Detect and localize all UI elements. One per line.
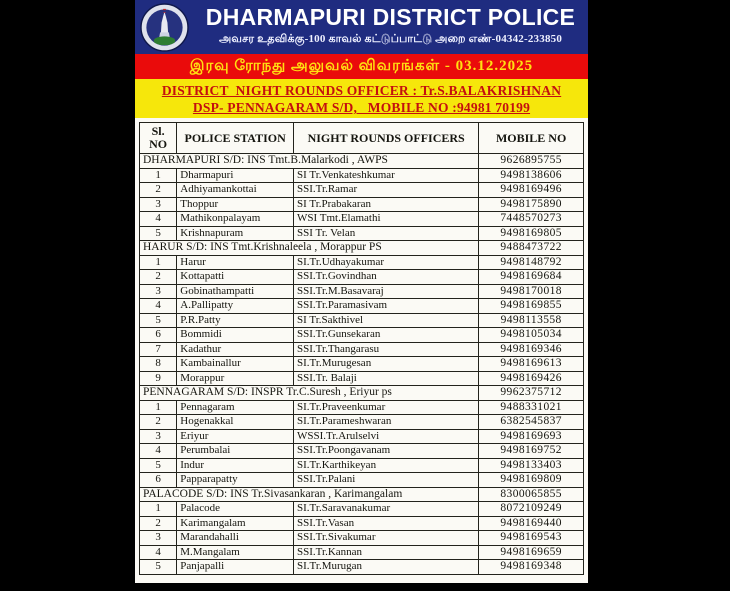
subdivision-mobile-cell: 9962375712 — [479, 386, 584, 401]
mobile-no-cell: 9498169693 — [479, 429, 584, 444]
police-station-cell: Morappur — [177, 371, 294, 386]
station-row — [140, 357, 584, 372]
mobile-no-cell: 9498105034 — [479, 328, 584, 343]
mobile-no-cell: 8072109249 — [479, 502, 584, 517]
serial-no-cell: 6 — [140, 473, 177, 488]
col-header-mobile: MOBILE NO — [479, 123, 584, 154]
night-rounds-officer-cell: SSI.Tr.Palani — [294, 473, 479, 488]
serial-no-cell: 4 — [140, 545, 177, 560]
subdivision-header-row — [140, 386, 584, 401]
subdivision-mobile-cell: 9626895755 — [479, 154, 584, 169]
police-station-cell: Mathikonpalayam — [177, 212, 294, 227]
mobile-no-cell: 9498169496 — [479, 183, 584, 198]
subdivision-mobile-cell: 8300065855 — [479, 487, 584, 502]
station-row — [140, 328, 584, 343]
night-rounds-officer-cell: SSI.Tr.Kannan — [294, 545, 479, 560]
serial-no-cell: 2 — [140, 415, 177, 430]
police-station-cell: Indur — [177, 458, 294, 473]
station-row — [140, 255, 584, 270]
subdivision-header-row — [140, 154, 584, 169]
serial-no-cell: 8 — [140, 357, 177, 372]
district-officer-band — [135, 79, 588, 118]
night-rounds-officer-cell: SI Tr.Venkateshkumar — [294, 168, 479, 183]
night-rounds-officer-cell: SSI.Tr.Paramasivam — [294, 299, 479, 314]
police-station-cell: M.Mangalam — [177, 545, 294, 560]
night-rounds-officer-cell: SSI Tr. Velan — [294, 226, 479, 241]
night-rounds-roster-table — [139, 122, 584, 575]
police-station-cell: Hogenakkal — [177, 415, 294, 430]
night-rounds-officer-cell: SSI.Tr. Balaji — [294, 371, 479, 386]
serial-no-cell: 2 — [140, 516, 177, 531]
mobile-no-cell: 9498169348 — [479, 560, 584, 575]
serial-no-cell: 4 — [140, 299, 177, 314]
serial-no-cell: 4 — [140, 212, 177, 227]
police-night-rounds-poster — [135, 0, 588, 584]
police-station-cell: Papparapatty — [177, 473, 294, 488]
station-row — [140, 313, 584, 328]
serial-no-cell: 6 — [140, 328, 177, 343]
police-station-cell: Kambainallur — [177, 357, 294, 372]
mobile-no-cell: 9498169543 — [479, 531, 584, 546]
night-rounds-officer-cell: SSI.Tr.Gunsekaran — [294, 328, 479, 343]
police-station-cell: Palacode — [177, 502, 294, 517]
night-rounds-officer-cell: SI.Tr.Murugesan — [294, 357, 479, 372]
police-station-cell: Dharmapuri — [177, 168, 294, 183]
police-station-cell: Perumbalai — [177, 444, 294, 459]
night-rounds-officer-cell: SSI.Tr.Poongavanam — [294, 444, 479, 459]
roster-paper — [135, 118, 588, 583]
serial-no-cell: 7 — [140, 342, 177, 357]
mobile-no-cell: 9498148792 — [479, 255, 584, 270]
mobile-no-cell: 9498169440 — [479, 516, 584, 531]
mobile-no-cell: 9498169426 — [479, 371, 584, 386]
night-rounds-officer-cell: WSSI.Tr.Arulselvi — [294, 429, 479, 444]
station-row — [140, 531, 584, 546]
police-station-cell: Gobinathampatti — [177, 284, 294, 299]
mobile-no-cell: 9498169805 — [479, 226, 584, 241]
station-row — [140, 429, 584, 444]
police-station-cell: Kadathur — [177, 342, 294, 357]
police-station-cell: Marandahalli — [177, 531, 294, 546]
mobile-no-cell: 9498133403 — [479, 458, 584, 473]
station-row — [140, 415, 584, 430]
night-rounds-officer-cell: SSI.Tr.Vasan — [294, 516, 479, 531]
subdivision-header-row — [140, 241, 584, 256]
station-row — [140, 371, 584, 386]
police-station-cell: Eriyur — [177, 429, 294, 444]
police-station-cell: Adhiyamankottai — [177, 183, 294, 198]
police-station-cell: Kottapatti — [177, 270, 294, 285]
mobile-no-cell: 9498169659 — [479, 545, 584, 560]
mobile-no-cell: 9498138606 — [479, 168, 584, 183]
night-rounds-officer-cell: SI.Tr.Parameshwaran — [294, 415, 479, 430]
night-rounds-officer-cell: SI.Tr.Udhayakumar — [294, 255, 479, 270]
station-row — [140, 400, 584, 415]
mobile-no-cell: 9498169855 — [479, 299, 584, 314]
serial-no-cell: 9 — [140, 371, 177, 386]
station-row — [140, 284, 584, 299]
roster-table-body — [140, 154, 584, 575]
serial-no-cell: 5 — [140, 560, 177, 575]
serial-no-cell: 1 — [140, 502, 177, 517]
station-row — [140, 168, 584, 183]
serial-no-cell: 1 — [140, 255, 177, 270]
serial-no-cell: 4 — [140, 444, 177, 459]
serial-no-cell: 3 — [140, 197, 177, 212]
station-row — [140, 197, 584, 212]
masthead — [135, 0, 588, 54]
tamilnadu-police-emblem-icon — [140, 3, 189, 52]
police-station-cell: Karimangalam — [177, 516, 294, 531]
subdivision-title-cell: PALACODE S/D: INS Tr.Sivasankaran , Karimangalam — [140, 487, 479, 502]
night-rounds-officer-cell: SI Tr.Sakthivel — [294, 313, 479, 328]
subdivision-title-cell: DHARMAPURI S/D: INS Tmt.B.Malarkodi , AWPS — [140, 154, 479, 169]
mobile-no-cell: 9488331021 — [479, 400, 584, 415]
serial-no-cell: 5 — [140, 313, 177, 328]
police-station-cell: Harur — [177, 255, 294, 270]
masthead-text — [193, 0, 588, 47]
mobile-no-cell: 7448570273 — [479, 212, 584, 227]
officer-mobile-line: DSP- PENNAGARAM S/D, MOBILE NO :94981 70199 — [192, 100, 531, 115]
police-station-cell: Pennagaram — [177, 400, 294, 415]
serial-no-cell: 3 — [140, 531, 177, 546]
night-rounds-officer-cell: SSI.Tr.Sivakumar — [294, 531, 479, 546]
night-rounds-officer-cell: SSI.Tr.Thangarasu — [294, 342, 479, 357]
mobile-no-cell: 9498113558 — [479, 313, 584, 328]
night-rounds-officer-cell: SI.Tr.Saravanakumar — [294, 502, 479, 517]
mobile-no-cell: 9498169809 — [479, 473, 584, 488]
station-row — [140, 473, 584, 488]
night-rounds-officer-cell: SI.Tr.Murugan — [294, 560, 479, 575]
tamil-helpline-line: அவசர உதவிக்கு-100 காவல் கட்டுப்பாட்டு அறை எண்-04342-233850 — [218, 33, 563, 45]
roster-header-row — [140, 123, 584, 154]
serial-no-cell: 1 — [140, 168, 177, 183]
night-rounds-date-band: இரவு ரோந்து அலுவல் விவரங்கள் - 03.12.2025 — [135, 54, 588, 79]
station-row — [140, 183, 584, 198]
mobile-no-cell: 9498169684 — [479, 270, 584, 285]
serial-no-cell: 1 — [140, 400, 177, 415]
police-station-cell: Thoppur — [177, 197, 294, 212]
mobile-no-cell: 6382545837 — [479, 415, 584, 430]
mobile-no-cell: 9498170018 — [479, 284, 584, 299]
police-station-cell: Krishnapuram — [177, 226, 294, 241]
district-officer-line: DISTRICT NIGHT ROUNDS OFFICER : Tr.S.BALAKRISHNAN — [161, 83, 562, 98]
serial-no-cell: 5 — [140, 458, 177, 473]
mobile-no-cell: 9498169613 — [479, 357, 584, 372]
serial-no-cell: 2 — [140, 270, 177, 285]
station-row — [140, 502, 584, 517]
mobile-no-cell: 9498169346 — [479, 342, 584, 357]
district-title: DHARMAPURI DISTRICT POLICE — [205, 4, 576, 30]
station-row — [140, 342, 584, 357]
subdivision-title-cell: HARUR S/D: INS Tmt.Krishnaleela , Morappur PS — [140, 241, 479, 256]
subdivision-mobile-cell: 9488473722 — [479, 241, 584, 256]
station-row — [140, 444, 584, 459]
station-row — [140, 560, 584, 575]
serial-no-cell: 3 — [140, 429, 177, 444]
mobile-no-cell: 9498175890 — [479, 197, 584, 212]
serial-no-cell: 3 — [140, 284, 177, 299]
police-station-cell: P.R.Patty — [177, 313, 294, 328]
station-row — [140, 299, 584, 314]
station-row — [140, 458, 584, 473]
station-row — [140, 516, 584, 531]
subdivision-title-cell: PENNAGARAM S/D: INSPR Tr.C.Suresh , Eriyur ps — [140, 386, 479, 401]
night-rounds-officer-cell: SSI.Tr.Ramar — [294, 183, 479, 198]
mobile-no-cell: 9498169752 — [479, 444, 584, 459]
serial-no-cell: 2 — [140, 183, 177, 198]
police-station-cell: Panjapalli — [177, 560, 294, 575]
serial-no-cell: 5 — [140, 226, 177, 241]
night-rounds-officer-cell: SI Tr.Prabakaran — [294, 197, 479, 212]
night-rounds-officer-cell: SSI.Tr.M.Basavaraj — [294, 284, 479, 299]
subdivision-header-row — [140, 487, 584, 502]
night-rounds-officer-cell: WSI Tmt.Elamathi — [294, 212, 479, 227]
police-station-cell: Bommidi — [177, 328, 294, 343]
police-station-cell: A.Pallipatty — [177, 299, 294, 314]
col-header-serial: Sl. NO — [140, 123, 177, 154]
col-header-officer: NIGHT ROUNDS OFFICERS — [294, 123, 479, 154]
station-row — [140, 226, 584, 241]
night-rounds-officer-cell: SI.Tr.Praveenkumar — [294, 400, 479, 415]
night-rounds-officer-cell: SSI.Tr.Govindhan — [294, 270, 479, 285]
station-row — [140, 545, 584, 560]
station-row — [140, 270, 584, 285]
col-header-station: POLICE STATION — [177, 123, 294, 154]
station-row — [140, 212, 584, 227]
night-rounds-officer-cell: SI.Tr.Karthikeyan — [294, 458, 479, 473]
